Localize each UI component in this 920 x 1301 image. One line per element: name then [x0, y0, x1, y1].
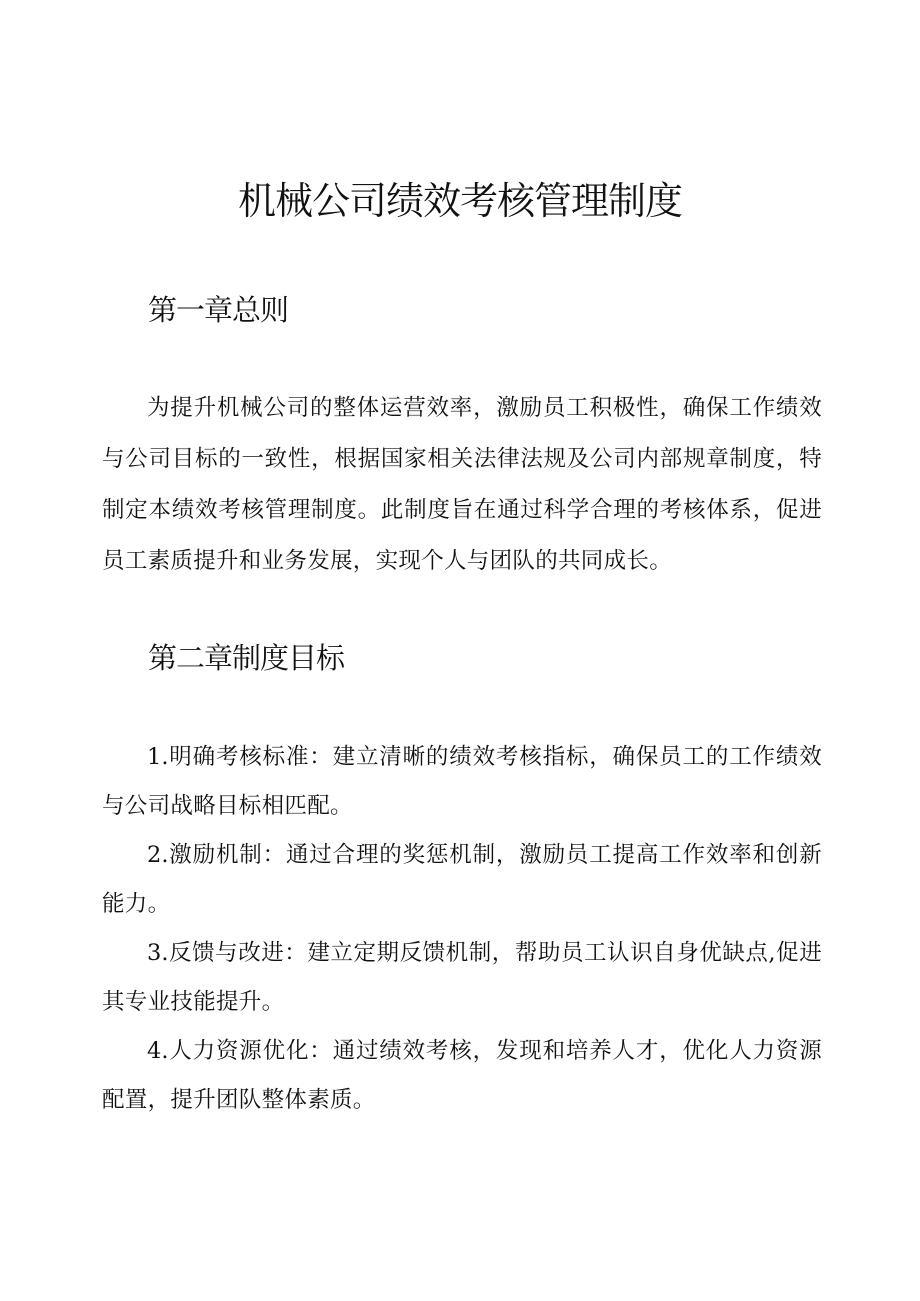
goal-number: 1 [147, 744, 162, 770]
goal-number: 4 [147, 1038, 162, 1064]
goal-number: 2 [147, 842, 162, 868]
chapter-2-heading: 第二章制度目标 [148, 641, 345, 675]
goal-item [102, 831, 822, 929]
goal-number: 3 [147, 940, 162, 966]
goal-text: .反馈与改进：建立定期反馈机制，帮助员工认识自身优缺点,促进其专业技能提升。 [102, 940, 822, 1015]
goal-text: .明确考核标准：建立清晰的绩效考核指标，确保员工的工作绩效与公司战略目标相匹配。 [102, 744, 822, 819]
goal-text: .人力资源优化：通过绩效考核，发现和培养人才，优化人力资源配置，提升团队整体素质。 [102, 1038, 822, 1113]
goal-item [102, 929, 822, 1027]
goal-item [102, 1027, 822, 1125]
chapter-1-paragraph: 为提升机械公司的整体运营效率，激励员工积极性，确保工作绩效与公司目标的一致性，根据国家相关法律法规及公司内部规章制度，特制定本绩效考核管理制度。此制度旨在通过科学合理的考核体系，促进员工素质提升和业务发展，实现个人与团队的共同成长。 [102, 395, 822, 574]
goal-item [102, 733, 822, 831]
document-title: 机械公司绩效考核管理制度 [237, 179, 682, 223]
goal-text: .激励机制：通过合理的奖惩机制，激励员工提高工作效率和创新能力。 [102, 842, 822, 917]
chapter-1-heading: 第一章总则 [148, 293, 289, 327]
goal-list [102, 733, 822, 1125]
